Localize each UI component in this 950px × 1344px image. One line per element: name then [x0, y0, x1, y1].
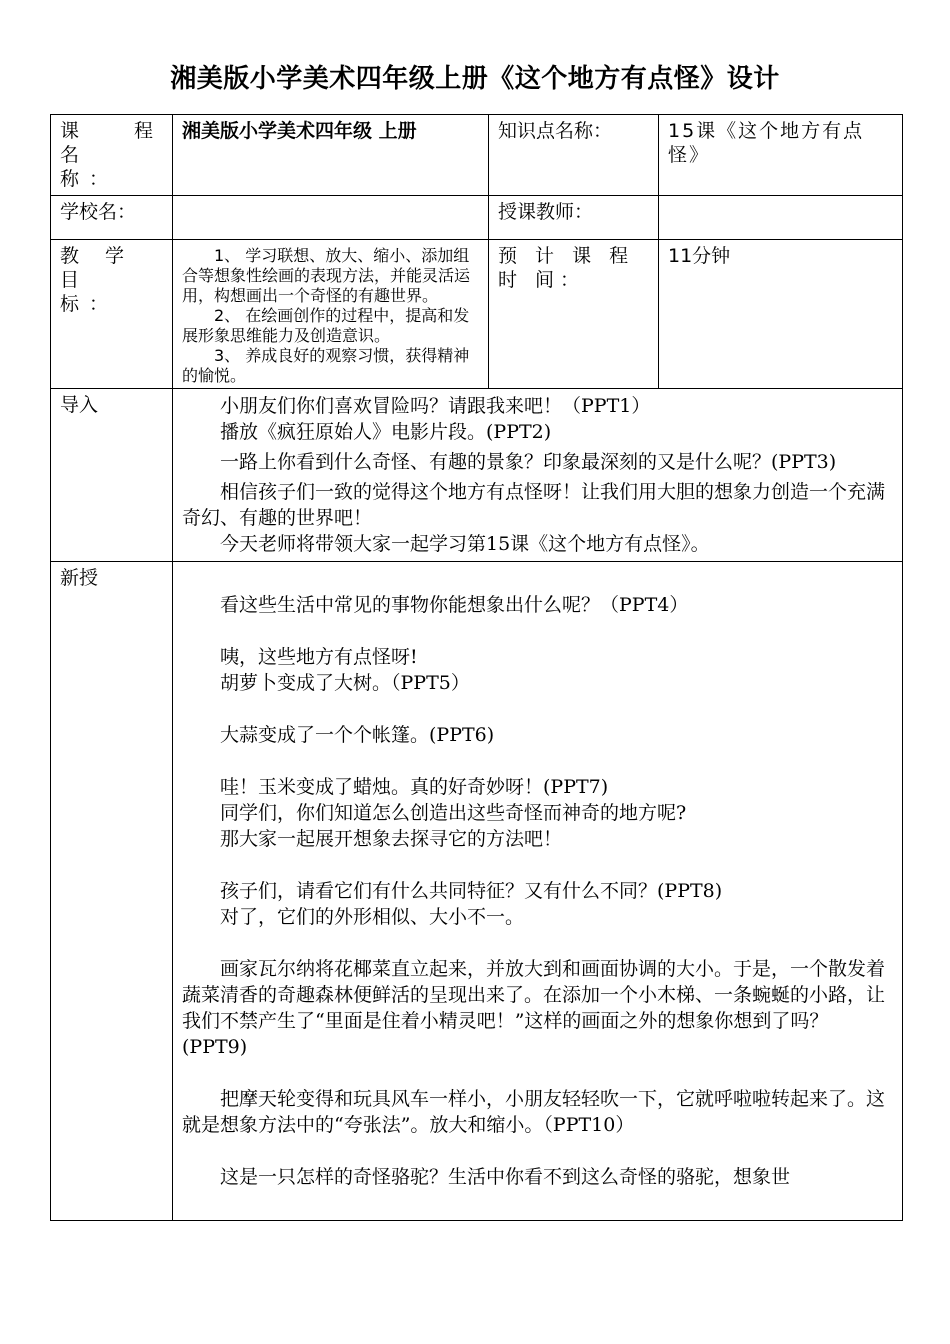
intro-content	[173, 389, 903, 562]
spacer	[182, 1060, 888, 1086]
spacer	[182, 566, 888, 592]
school-value	[173, 196, 489, 240]
intro-paragraph: 播放《疯狂原始人》电影片段。(PPT2)	[220, 421, 552, 443]
goal-list	[173, 240, 489, 389]
spacer	[182, 748, 888, 774]
spacer	[182, 852, 888, 878]
teach-content	[173, 562, 903, 1221]
intro-paragraph: 今天老师将带领大家一起学习第15课《这个地方有点怪》。	[220, 533, 710, 555]
teach-paragraph: 孩子们，请看它们有什么共同特征？又有什么不同？(PPT8)	[220, 880, 723, 902]
teacher-value	[659, 196, 903, 240]
intro-label: 导入	[51, 389, 173, 562]
teach-paragraph: 把摩天轮变得和玩具风车一样小，小朋友轻轻吹一下，它就呼啦啦转起来了。这就是想象方法中的“夸张法”。放大和缩小。（PPT10）	[182, 1088, 886, 1136]
time-label: 预 计 课 程 时 间：	[489, 240, 659, 389]
intro-paragraph: 一路上你看到什么奇怪、有趣的景象？印象最深刻的又是什么呢？(PPT3)	[220, 451, 837, 473]
goal-label: 教 学 目 标：	[51, 240, 173, 389]
intro-paragraph: 小朋友们你们喜欢冒险吗？请跟我来吧！（PPT1）	[220, 395, 651, 417]
teach-paragraph: 咦，这些地方有点怪呀!	[220, 646, 418, 668]
goal-item: 2、 在绘画创作的过程中，提高和发展形象思维能力及创造意识。	[182, 306, 470, 345]
spacer	[182, 696, 888, 722]
teach-paragraph: 大蒜变成了一个个帐篷。(PPT6)	[220, 724, 495, 746]
teach-paragraph: 这是一只怎样的奇怪骆驼？生活中你看不到这么奇怪的骆驼，想象世	[220, 1166, 791, 1188]
document-title: 湘美版小学美术四年级上册《这个地方有点怪》设计	[170, 64, 780, 94]
school-label: 学校名：	[51, 196, 173, 240]
spacer	[182, 1138, 888, 1164]
row-course	[51, 115, 903, 196]
teach-paragraph: 画家瓦尔纳将花椰菜直立起来，并放大到和画面协调的大小。于是，一个散发着蔬菜清香的奇趣森林便鲜活的呈现出来了。在添加一个小木梯、一条蜿蜒的小路，让我们不禁产生了“里面是住着小精灵吧！”这样的画面之外的想象你想到了吗？(PPT9)	[182, 958, 886, 1058]
teacher-label: 授课教师：	[489, 196, 659, 240]
row-goals	[51, 240, 903, 389]
row-teach	[51, 562, 903, 1221]
teach-paragraph: 胡萝卜变成了大树。（PPT5）	[220, 672, 470, 694]
teach-paragraph: 哇！玉米变成了蜡烛。真的好奇妙呀！(PPT7)	[220, 776, 609, 798]
intro-paragraph: 相信孩子们一致的觉得这个地方有点怪呀！让我们用大胆的想象力创造一个充满奇幻、有趣的世界吧！	[182, 481, 886, 529]
goal-item: 1、 学习联想、放大、缩小、添加组合等想象性绘画的表现方法，并能灵活运用，构想画出一个奇怪的有趣世界。	[182, 246, 471, 305]
course-label: 课 程 名 称：	[51, 115, 173, 196]
teach-paragraph: 那大家一起展开想象去探寻它的方法吧！	[220, 828, 563, 850]
spacer	[182, 930, 888, 956]
time-value: 11分钟	[659, 240, 903, 389]
teach-label: 新授	[51, 562, 173, 1221]
lesson-plan-table	[50, 114, 903, 1221]
row-intro	[51, 389, 903, 562]
teach-paragraph: 看这些生活中常见的事物你能想象出什么呢？（PPT4）	[220, 594, 689, 616]
course-value: 湘美版小学美术四年级 上册	[173, 115, 489, 196]
teach-paragraph: 对了，它们的外形相似、大小不一。	[220, 906, 525, 928]
row-school	[51, 196, 903, 240]
knowledge-value: 15课《这个地方有点怪》	[659, 115, 903, 196]
teach-paragraph: 同学们，你们知道怎么创造出这些奇怪而神奇的地方呢?	[220, 802, 687, 824]
knowledge-label: 知识点名称：	[489, 115, 659, 196]
goal-item: 3、 养成良好的观察习惯，获得精神的愉悦。	[182, 346, 470, 385]
spacer	[182, 618, 888, 644]
